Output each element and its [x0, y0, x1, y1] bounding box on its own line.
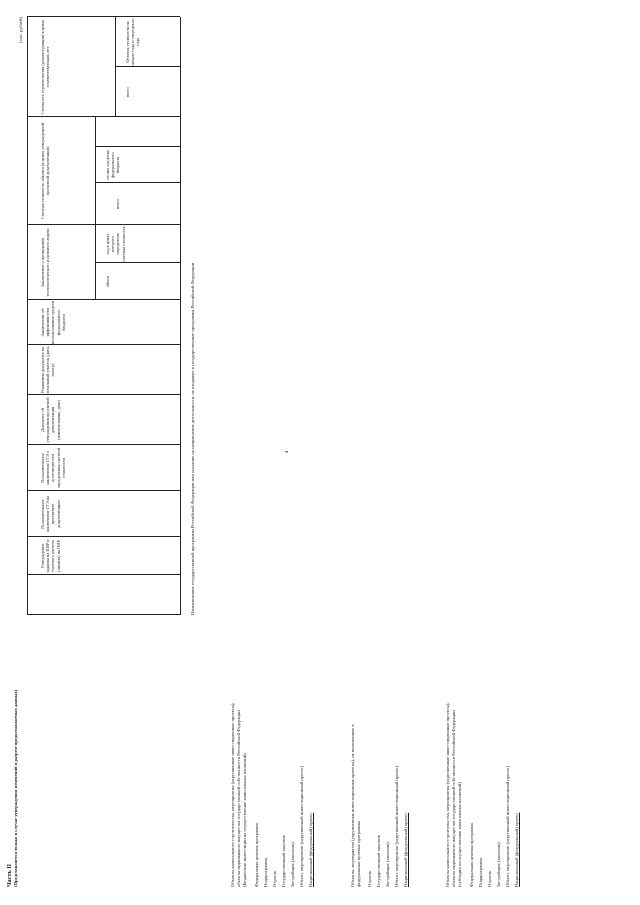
s1-line-10: Национальный (федеральный) проект: [308, 812, 313, 887]
subcol-price-year: год в ценах которого определена сметная стоимость: [105, 226, 126, 262]
s2-line-3: Отрасль: [367, 870, 372, 887]
part-label: Часть II: [6, 863, 13, 887]
s1-line-1: Объекты капитального строительства, мероприятия (укрупненные инвестиционные проекты),: [230, 702, 235, 887]
col-header-audit: Заключение о проведении технологического и ценового аудита: [40, 228, 51, 297]
s3-line-3: (субсидии на осуществление капитальных вложений): [457, 782, 462, 887]
subcol-total: всего: [115, 199, 120, 209]
s1-line-7: Государственный заказчик: [281, 835, 286, 887]
subcol-federal: из них средства федерального бюджета: [105, 150, 121, 180]
col-header-pir: Утверждение задания на ПИР и сметного расчета (лимита) на ПИР: [40, 539, 61, 573]
s3-line-7: Застройщик (заказчик): [496, 842, 501, 887]
s3-line-6: Отрасль: [487, 870, 492, 887]
part-subtitle: (Представляется только в случае утверждения изменений в разрезе предоставляемых данных): [13, 689, 18, 887]
s1-line-9: Объект, мероприятие (укрупненный инвестиционный проект): [299, 765, 304, 887]
col-header-efficiency: Заключение об эффективности использования средств федерального бюджета: [40, 301, 66, 344]
s3-line-9: Национальный (федеральный) проект: [514, 812, 519, 887]
s2-line-4: Государственный заказчик: [376, 835, 381, 887]
program-heading: Наименование государственной программы Российской Федерации или указание на направление деятельности, не входящее в государственные программы Российской Федерации: [190, 262, 195, 615]
col-header-approval-doc: Документ об утверждении проектной документации (наименование, дата): [40, 397, 61, 443]
subcol-remaining: Остаток стоимости на начало года и очередного года: [125, 18, 141, 66]
s2-line-7: Национальный (федеральный) проект: [403, 812, 408, 887]
units-note: (тыс. рублей): [18, 17, 23, 43]
s3-line-1: Объекты капитального строительства, мероприятия (укрупненные инвестиционные проекты),: [445, 702, 450, 887]
s3-line-5: Подпрограмма: [478, 858, 483, 887]
s2-line-1: Объекты, мероприятия (укрупненные инвестиционные проекты), не включенные в: [350, 724, 355, 887]
s1-line-2: объекты недвижимого имущества государственной собственности Российской Федерации: [236, 710, 241, 887]
col-header-cost-by-years: Стоимость строительства (реконструкции) в ценах соответствующих лет: [40, 19, 51, 115]
col-header-land-doc: Реквизиты документа на земельный участок (дата, номер): [40, 346, 56, 394]
s1-line-6: Отрасль: [272, 870, 277, 887]
col-header-estimate-cost: Сметная стоимость объекта (в ценах утвержденной проектной документации): [40, 122, 51, 220]
s2-line-5: Застройщик (заказчик): [385, 842, 390, 887]
subcol-total-years: всего: [125, 87, 130, 97]
s1-line-4: Федеральная целевая программа: [254, 823, 259, 887]
s3-line-2: объекты недвижимого имущества государственной собственности Российской Федерации: [451, 710, 456, 887]
s2-line-6: Объект, мероприятие (укрупненный инвестиционный проект): [394, 765, 399, 887]
s1-line-3: (Бюджетные инвестиции на осуществление капитальных вложений): [242, 753, 247, 887]
subcol-volume: объем: [105, 275, 110, 288]
s3-line-8: Объект, мероприятие (укрупненный инвестиционный проект): [505, 765, 510, 887]
col-header-gge-project: Положительное заключение ГГЭ на проектную документацию: [40, 495, 61, 533]
s1-line-8: Застройщик (заказчик): [290, 842, 295, 887]
col-header-gge-estimate: Положительное заключение ГГЭ о достоверности определения сметной стоимости: [40, 447, 66, 489]
s2-line-2: федеральные целевые программы: [356, 820, 361, 887]
s3-line-4: Федеральная целевая программа: [469, 823, 474, 887]
s1-line-5: Подпрограмма: [263, 858, 268, 887]
page-number: 4: [284, 450, 289, 453]
